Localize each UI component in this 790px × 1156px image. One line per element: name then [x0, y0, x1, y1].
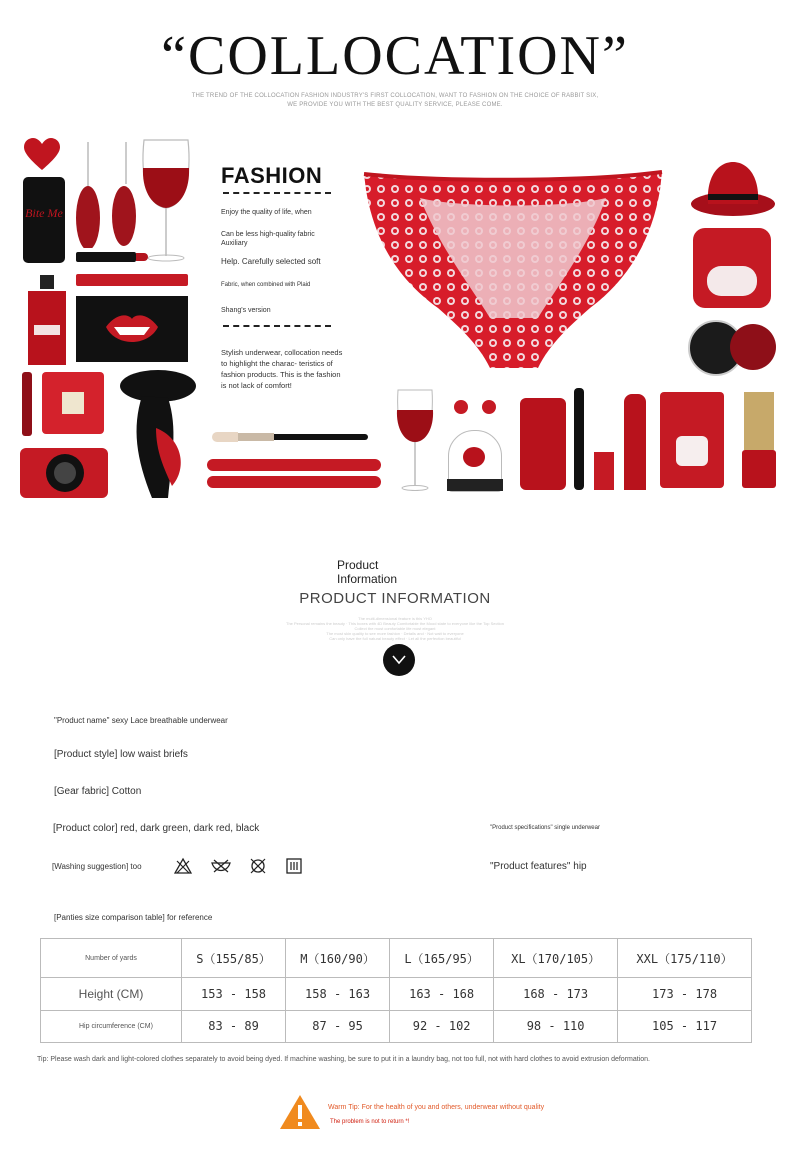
product-info-tiny-line: The most skin quality to see more fashion · Details and · Not wait to everyone	[326, 631, 464, 636]
product-info-tiny-line: The Personal remains the beauty · This boxes with 4D Beauty Comfortable the Mood state to everyone like the Top Section	[286, 621, 504, 626]
table-row	[41, 978, 752, 1011]
fashion-line-4: Fabric, when combined with Plaid	[221, 282, 311, 288]
wine-glass-image	[396, 388, 434, 492]
lip-pencil-image	[76, 274, 188, 286]
earrings-image	[482, 400, 496, 414]
earrings-image	[454, 400, 468, 414]
table-cell: 98 - 110	[494, 1010, 618, 1043]
lipstick-image	[624, 394, 646, 490]
lipstick-tip	[136, 253, 148, 261]
table-header-cell: Number of yards	[41, 939, 182, 978]
cleansing-wipes-image	[660, 392, 724, 488]
divider	[223, 192, 331, 194]
fashion-collage	[0, 130, 790, 510]
hat-woman-illustration	[112, 368, 196, 500]
camera-image	[20, 448, 108, 498]
fashion-line-1: Enjoy the quality of life, when	[221, 209, 312, 216]
table-header-cell: M（160/90）	[286, 939, 390, 978]
mascara-image	[207, 459, 381, 471]
no-tumble-dry-icon	[211, 857, 231, 875]
divider	[223, 325, 331, 327]
spec-product-features: "Product features" hip	[490, 861, 587, 872]
lip-balm-red-image	[730, 324, 776, 370]
spec-product-name: "Product name" sexy Lace breathable underwear	[54, 716, 228, 725]
phone-case-image	[23, 177, 65, 263]
table-cell: 153 - 158	[182, 978, 286, 1011]
spec-product-specifications: "Product specifications" single underwear	[490, 825, 600, 831]
table-cell: 173 - 178	[618, 978, 752, 1011]
product-info-tiny-line: The multi-dimensional feature is this YHO	[358, 616, 432, 621]
table-cell: 158 - 163	[286, 978, 390, 1011]
feather-earrings-image	[74, 140, 140, 248]
heart-icon	[24, 138, 60, 172]
red-hat-image	[690, 160, 776, 218]
size-comparison-table	[40, 938, 752, 1043]
header-subtitle-line-1: THE TREND OF THE COLLOCATION FASHION INDUSTRY'S FIRST COLLOCATION, WANT TO FASHION ON THE CHOICE OF RABBIT SIX,	[191, 93, 599, 99]
warm-tip-subtitle: The problem is not to return *!	[330, 1119, 410, 1125]
no-dry-clean-icon	[249, 857, 267, 875]
wine-glass-image	[140, 138, 192, 264]
scroll-down-button[interactable]	[383, 644, 415, 676]
lip-gloss-image	[22, 372, 32, 436]
table-cell: 105 - 117	[618, 1010, 752, 1043]
makeup-brush-image	[574, 388, 584, 490]
table-header-cell: XL（170/105）	[494, 939, 618, 978]
table-row	[41, 1010, 752, 1043]
spec-product-color: [Product color] red, dark green, dark red, black	[53, 823, 260, 834]
raspberry-box-image	[42, 372, 104, 434]
table-header-cell: L（165/95）	[390, 939, 494, 978]
table-header-row	[41, 939, 752, 978]
product-info-tiny-line: Can only have the full natural beauty effect · Let all the perfection beautiful	[329, 636, 461, 641]
table-cell: 92 - 102	[390, 1010, 494, 1043]
product-info-tiny-line: Collect the most comfortable life most elegant	[354, 626, 436, 631]
rose-ring-box-image	[693, 228, 771, 308]
header-subtitle-line-2: WE PROVIDE YOU WITH THE BEST QUALITY SERVICE, PLEASE COME.	[287, 102, 503, 108]
lipstick-image	[76, 252, 136, 262]
no-bleach-icon	[174, 857, 192, 875]
table-cell: 83 - 89	[182, 1010, 286, 1043]
product-info-title: PRODUCT INFORMATION	[299, 590, 491, 607]
table-row-label: Height (CM)	[41, 978, 182, 1011]
fashion-paragraph: Stylish underwear, collocation needs to highlight the charac- teristics of fashion products. This is the fashion is not lack of comfort!	[221, 348, 343, 390]
washing-tip: Tip: Please wash dark and light-colored clothes separately to avoid being dyed. If machine washing, be sure to put it in a laundry bag, not too full, not with hard clothes to avoid extrusion deformation.	[37, 1056, 650, 1063]
line-dry-icon	[286, 858, 302, 874]
product-info-title-small: Product Information	[337, 558, 398, 586]
phone-case-text: Bite Me	[25, 206, 63, 220]
table-row-label: Hip circumference (CM)	[41, 1010, 182, 1043]
table-cell: 168 - 173	[494, 978, 618, 1011]
rose-dome-image	[448, 430, 502, 492]
chevron-down-icon	[392, 655, 406, 665]
mascara-image	[207, 476, 381, 488]
lips-clutch-image	[76, 296, 188, 362]
fashion-line-3: Help. Carefully selected soft	[221, 257, 321, 266]
spec-washing-suggestion: [Washing suggestion] too	[52, 862, 142, 871]
warning-icon	[279, 1093, 321, 1131]
table-cell: 87 - 95	[286, 1010, 390, 1043]
table-header-cell: S（155/85）	[182, 939, 286, 978]
nail-polish-image	[742, 392, 776, 488]
size-table-caption: [Panties size comparison table] for reference	[54, 913, 213, 922]
fashion-line-2: Can be less high-quality fabric Auxiliary	[221, 231, 315, 247]
fashion-line-5: Shang's version	[221, 307, 271, 314]
warm-tip-title: Warm Tip: For the health of you and others, underwear without quality	[328, 1104, 545, 1111]
lipstick-image	[594, 452, 614, 490]
fashion-title: FASHION	[221, 163, 323, 188]
perfume-bottle-image	[28, 275, 66, 365]
page-title: “COLLOCATION”	[161, 25, 629, 87]
spec-gear-fabric: [Gear fabric] Cotton	[54, 786, 142, 797]
spec-product-style: [Product style] low waist briefs	[54, 749, 188, 760]
phone-case-image	[520, 398, 566, 490]
makeup-brush-image	[212, 430, 368, 444]
table-cell: 163 - 168	[390, 978, 494, 1011]
lace-underwear-image	[360, 168, 666, 374]
table-header-cell: XXL（175/110）	[618, 939, 752, 978]
